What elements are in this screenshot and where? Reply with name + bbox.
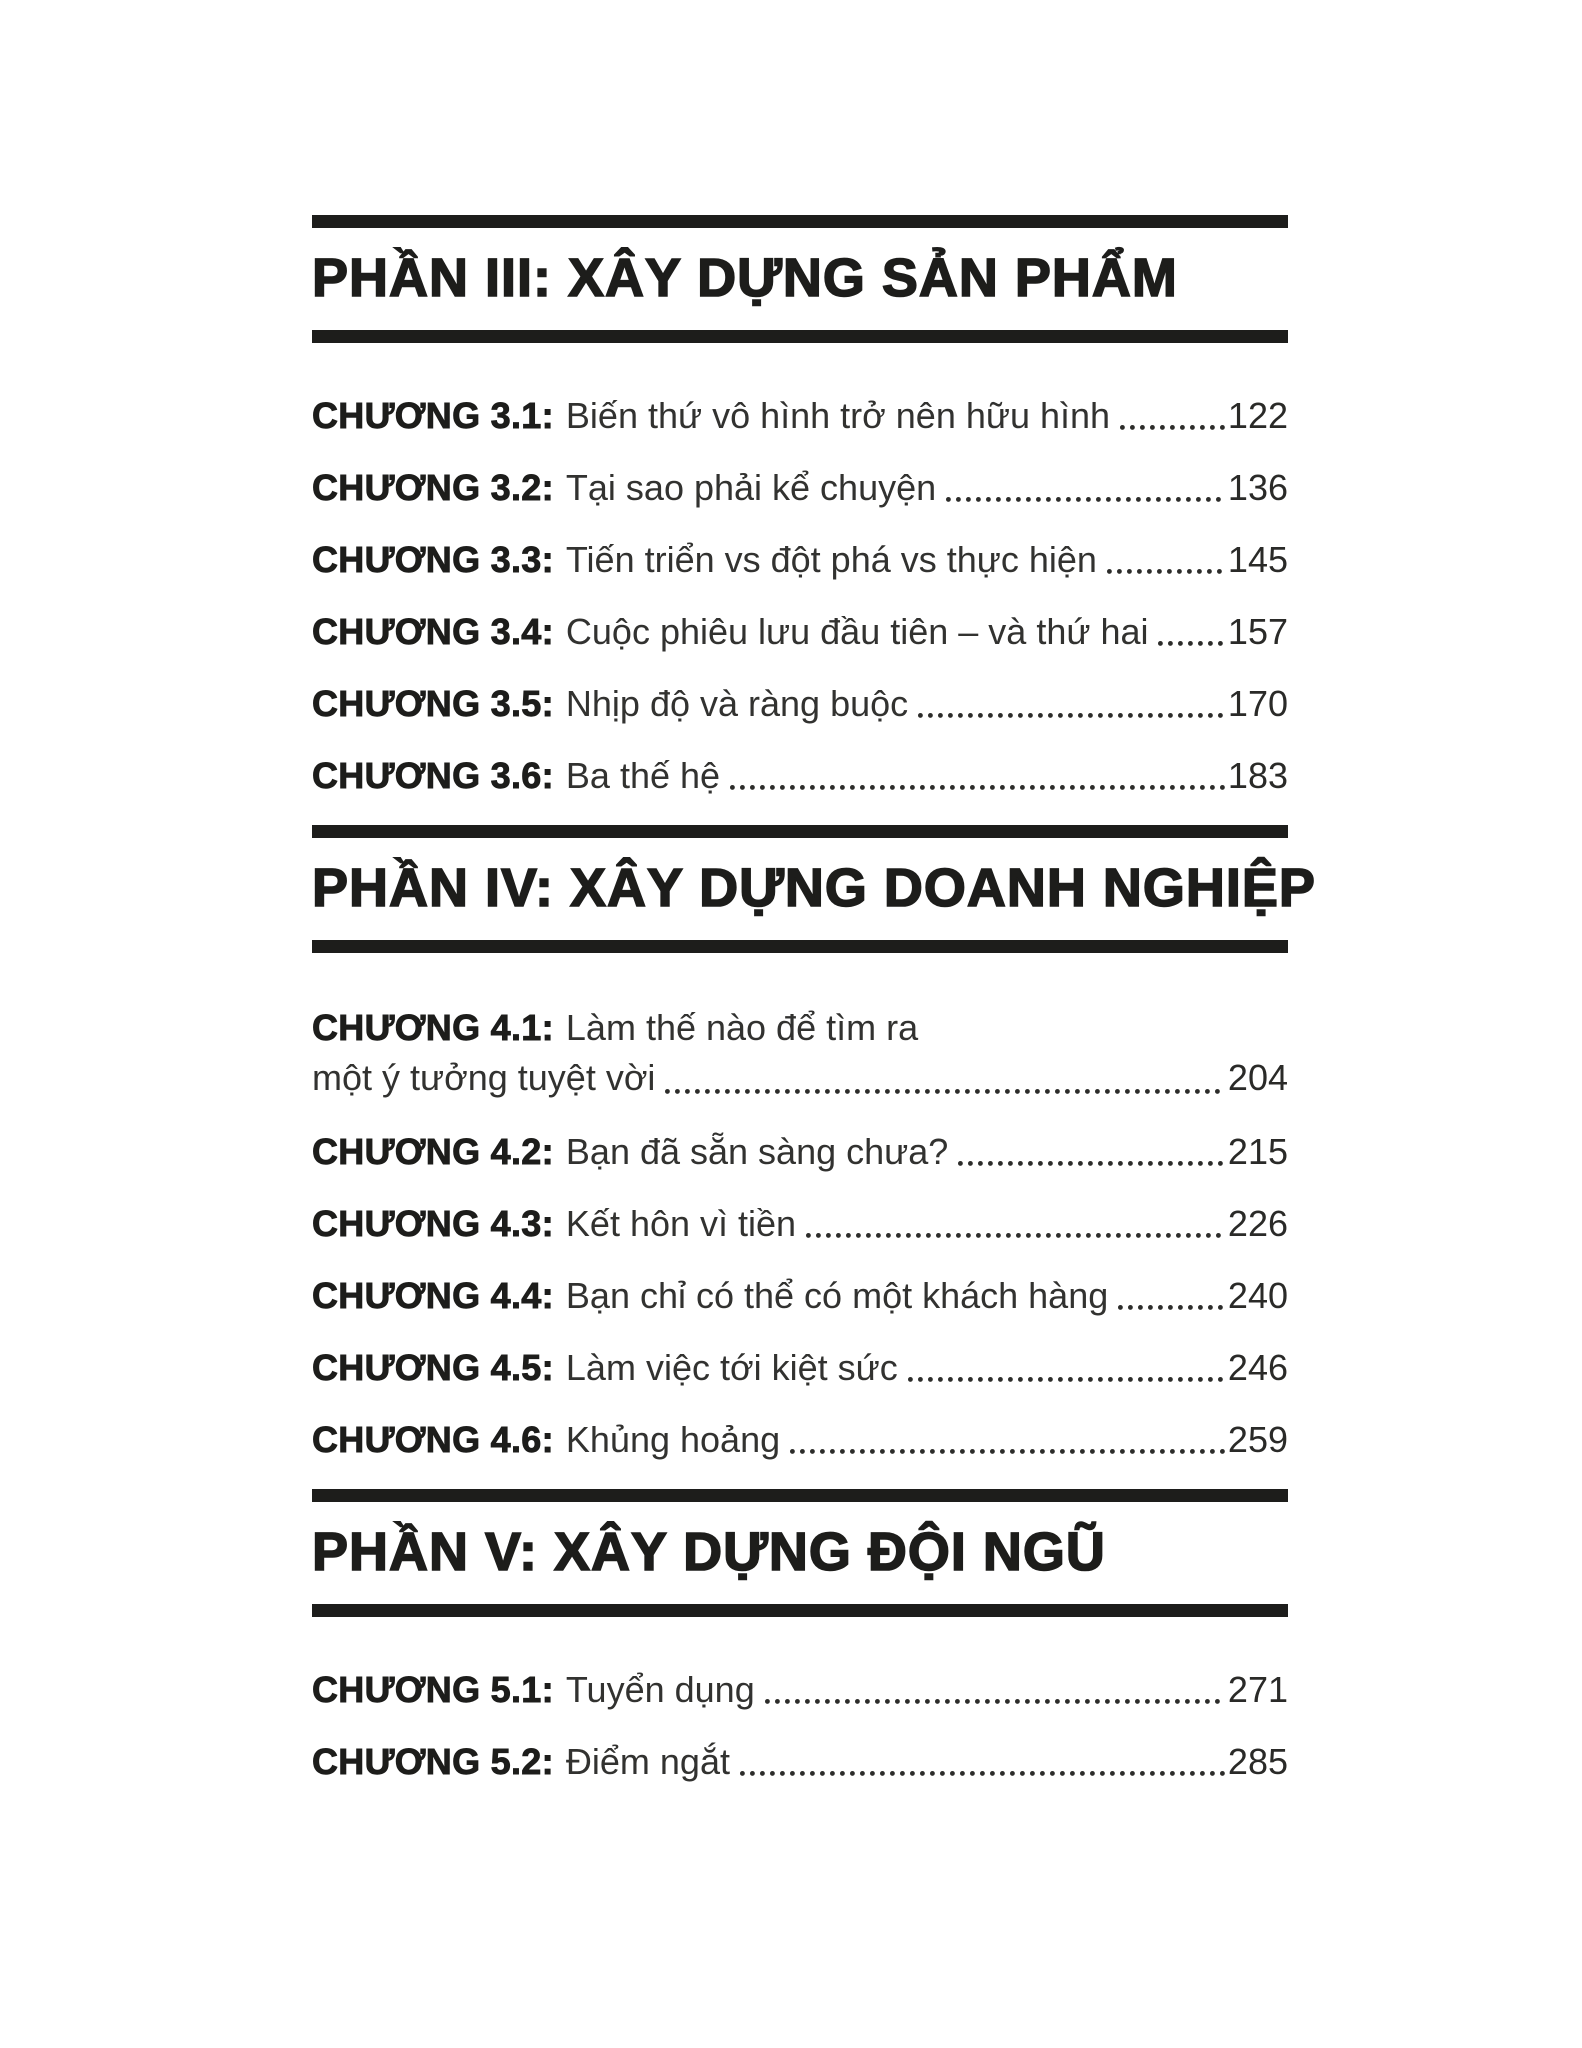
dot-leader — [806, 1233, 1225, 1238]
entry-page-number: 122 — [1227, 395, 1288, 436]
entry-label: CHƯƠNG 4.1: — [312, 1007, 554, 1048]
section-entries — [312, 1667, 1288, 1785]
entry-title: Kết hôn vì tiền — [565, 1203, 797, 1244]
entry-title: Bạn chỉ có thể có một khách hàng — [565, 1275, 1109, 1316]
toc-entry — [312, 1201, 1288, 1247]
entry-label: CHƯƠNG 4.5: — [312, 1347, 554, 1388]
entry-line — [312, 1201, 1288, 1247]
entry-label: CHƯƠNG 4.2: — [312, 1131, 554, 1172]
entry-line — [312, 465, 1288, 511]
entry-line — [312, 1003, 1288, 1053]
entry-label: CHƯƠNG 4.3: — [312, 1203, 554, 1244]
toc-entry — [312, 465, 1288, 511]
entry-title: Nhịp độ và ràng buộc — [565, 683, 909, 724]
dot-leader — [1120, 425, 1225, 430]
section-divider-bottom — [312, 1604, 1288, 1617]
toc-entry — [312, 753, 1288, 799]
toc-entry — [312, 1417, 1288, 1463]
entry-line — [312, 753, 1288, 799]
entry-title-continued: một ý tưởng tuyệt vời — [312, 1057, 656, 1098]
dot-leader — [908, 1377, 1225, 1382]
entry-page-number: 215 — [1227, 1131, 1288, 1172]
entry-page-number: 136 — [1227, 467, 1288, 508]
entry-title: Tuyển dụng — [565, 1669, 755, 1710]
entry-wrap-line — [312, 1053, 1288, 1103]
entry-page-number: 285 — [1227, 1741, 1288, 1782]
dot-leader — [958, 1161, 1225, 1166]
toc-section — [312, 825, 1316, 1463]
toc-entry — [312, 1739, 1288, 1785]
section-entries — [312, 1003, 1288, 1463]
entry-title: Cuộc phiêu lưu đầu tiên – và thứ hai — [565, 611, 1149, 652]
dot-leader — [918, 713, 1225, 718]
entry-page-number: 240 — [1227, 1275, 1288, 1316]
entry-line — [312, 1273, 1288, 1319]
dot-leader — [740, 1771, 1225, 1776]
toc-entry — [312, 537, 1288, 583]
entry-line — [312, 537, 1288, 583]
entry-title: Khủng hoảng — [565, 1419, 781, 1460]
entry-label: CHƯƠNG 3.2: — [312, 467, 554, 508]
toc-entry — [312, 1345, 1288, 1391]
toc-entry — [312, 1273, 1288, 1319]
section-divider-bottom — [312, 330, 1288, 343]
entry-page-number: 271 — [1227, 1669, 1288, 1710]
section-divider-top — [312, 1489, 1288, 1502]
section-divider-top — [312, 825, 1288, 838]
entry-page-number: 259 — [1227, 1419, 1288, 1460]
toc-entry — [312, 1003, 1288, 1103]
section-title: PHẦN III: XÂY DỰNG SẢN PHẨM — [312, 248, 1178, 308]
entry-title: Biến thứ vô hình trở nên hữu hình — [565, 395, 1111, 436]
toc-section — [312, 215, 1288, 799]
section-entries — [312, 393, 1288, 799]
section-divider-bottom — [312, 940, 1288, 953]
dot-leader — [1107, 569, 1225, 574]
entry-label: CHƯƠNG 3.4: — [312, 611, 554, 652]
entry-line — [312, 1417, 1288, 1463]
section-title: PHẦN IV: XÂY DỰNG DOANH NGHIỆP — [312, 858, 1316, 918]
entry-page-number: 145 — [1227, 539, 1288, 580]
entry-page-number: 204 — [1227, 1057, 1288, 1098]
toc-entry — [312, 609, 1288, 655]
entry-title: Bạn đã sẵn sàng chưa? — [565, 1131, 949, 1172]
entry-title: Ba thế hệ — [565, 755, 721, 796]
entry-title: Làm thế nào để tìm ra — [565, 1007, 919, 1048]
entry-line — [312, 681, 1288, 727]
entry-line — [312, 1129, 1288, 1175]
section-divider-top — [312, 215, 1288, 228]
entry-label: CHƯƠNG 3.3: — [312, 539, 554, 580]
dot-leader — [1158, 641, 1224, 646]
dot-leader — [790, 1449, 1225, 1454]
toc-entry — [312, 1129, 1288, 1175]
entry-label: CHƯƠNG 5.2: — [312, 1741, 554, 1782]
entry-label: CHƯƠNG 5.1: — [312, 1669, 554, 1710]
entry-title: Tại sao phải kể chuyện — [565, 467, 937, 508]
toc-entry — [312, 393, 1288, 439]
entry-label: CHƯƠNG 3.5: — [312, 683, 554, 724]
entry-line — [312, 609, 1288, 655]
entry-title: Làm việc tới kiệt sức — [565, 1347, 898, 1388]
entry-page-number: 157 — [1227, 611, 1288, 652]
entry-page-number: 183 — [1227, 755, 1288, 796]
entry-title: Điểm ngắt — [565, 1741, 730, 1782]
toc-entry — [312, 1667, 1288, 1713]
dot-leader — [665, 1089, 1224, 1094]
entry-line — [312, 1345, 1288, 1391]
section-title: PHẦN V: XÂY DỰNG ĐỘI NGŨ — [312, 1522, 1106, 1582]
toc-section — [312, 1489, 1288, 1785]
entry-label: CHƯƠNG 3.6: — [312, 755, 554, 796]
entry-label: CHƯƠNG 4.4: — [312, 1275, 554, 1316]
entry-line — [312, 1667, 1288, 1713]
entry-title: Tiến triển vs đột phá vs thực hiện — [565, 539, 1097, 580]
entry-label: CHƯƠNG 3.1: — [312, 395, 554, 436]
toc-content — [312, 0, 1316, 1811]
dot-leader — [765, 1699, 1225, 1704]
entry-line — [312, 1739, 1288, 1785]
dot-leader — [730, 785, 1225, 790]
toc-entry — [312, 681, 1288, 727]
entry-line — [312, 393, 1288, 439]
dot-leader — [946, 497, 1225, 502]
dot-leader — [1118, 1305, 1225, 1310]
entry-page-number: 246 — [1227, 1347, 1288, 1388]
entry-page-number: 226 — [1227, 1203, 1288, 1244]
entry-page-number: 170 — [1227, 683, 1288, 724]
entry-label: CHƯƠNG 4.6: — [312, 1419, 554, 1460]
